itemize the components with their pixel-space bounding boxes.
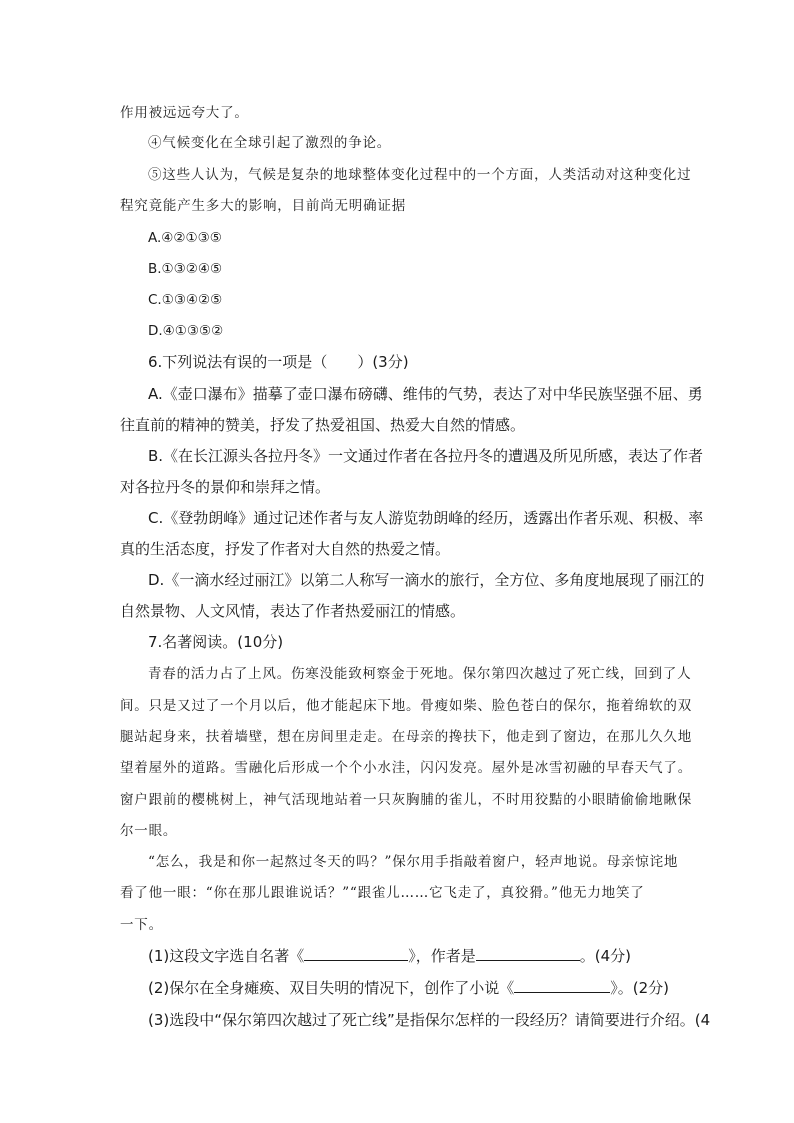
- excerpt-line: 看了他一眼：“你在那儿跟谁说话？”“跟雀儿……它飞走了，真狡猾。”他无力地笑了: [120, 885, 645, 901]
- sub-question-1: [148, 946, 631, 966]
- book-title-blank[interactable]: [304, 946, 408, 961]
- excerpt-line: 青春的活力占了上风。伤寒没能致柯察金于死地。保尔第四次越过了死亡线，回到了人: [148, 666, 692, 682]
- sub-question-1-text: (1)这段文字选自名著《: [148, 947, 305, 965]
- q6-option-c: C.《登勃朗峰》通过记述作者与友人游览勃朗峰的经历，透露出作者乐观、积极、率: [148, 509, 704, 527]
- novel-title-blank[interactable]: [514, 978, 610, 993]
- sub-question-2: [148, 978, 669, 998]
- q6-option-b-cont: 对各拉丹冬的景仰和崇拜之情。: [120, 478, 331, 496]
- author-blank[interactable]: [476, 946, 580, 961]
- excerpt-line: 望着屋外的道路。雪融化后形成一个个小水洼，闪闪发亮。屋外是冰雪初融的早春天气了。: [120, 760, 692, 776]
- sentence-5-cont: 程究竟能产生多大的影响，目前尚无明确证据: [120, 198, 406, 214]
- sub-question-1-text: 》，作者是: [408, 947, 476, 965]
- excerpt-line: 窗户跟前的樱桃树上，神气活现地站着一只灰胸脯的雀儿，不时用狡黠的小眼睛偷偷地瞅保: [120, 792, 692, 808]
- q6-option-c-cont: 真的生活态度，抒发了作者对大自然的热爱之情。: [120, 540, 451, 558]
- q6-option-b: B.《在长江源头各拉丹冬》一文通过作者在各拉丹冬的遭遇及所见所感，表达了作者: [148, 447, 704, 465]
- sub-question-2-text: (2)保尔在全身瘫痪、双目失明的情况下，创作了小说《: [148, 979, 515, 997]
- excerpt-line: 间。只是又过了一个月以后，他才能起床下地。骨瘦如柴、脸色苍白的保尔，拖着绵软的双: [120, 698, 692, 714]
- option-d: D.④①③⑤②: [148, 323, 224, 339]
- excerpt-line: “怎么，我是和你一起熬过冬天的吗？”保尔用手指敲着窗户，轻声地说。母亲惊诧地: [148, 854, 679, 870]
- q6-option-d-cont: 自然景物、人文风情，表达了作者热爱丽江的情感。: [120, 602, 466, 620]
- option-a: A.④②①③⑤: [148, 230, 222, 246]
- sentence-4: ④气候变化在全球引起了激烈的争论。: [148, 135, 392, 151]
- q6-option-a-cont: 往直前的精神的赞美，抒发了热爱祖国、热爱大自然的情感。: [120, 416, 526, 434]
- q6-option-d: D.《一滴水经过丽江》以第二人称写一滴水的旅行，全方位、多角度地展现了丽江的: [148, 571, 705, 589]
- sub-question-2-text: 》。(2分): [610, 979, 669, 997]
- excerpt-line: 腿站起身来，扶着墙壁，想在房间里走走。在母亲的搀扶下，他走到了窗边，在那儿久久地: [120, 729, 692, 745]
- sentence-5: ⑤这些人认为，气候是复杂的地球整体变化过程中的一个方面，人类活动对这种变化过: [148, 167, 692, 183]
- sub-question-1-text: 。(4分): [579, 947, 632, 965]
- q6-option-a: A.《壶口瀑布》描摹了壶口瀑布磅礴、维伟的气势，表达了对中华民族坚强不屈、勇: [148, 385, 703, 403]
- excerpt-line: 尔一眼。: [120, 823, 178, 839]
- option-b: B.①③②④⑤: [148, 261, 223, 277]
- option-c: C.①③④②⑤: [148, 292, 223, 308]
- passage-line: 作用被远远夸大了。: [120, 105, 249, 121]
- sub-question-3: (3)选段中“保尔第四次越过了死亡线”是指保尔怎样的一段经历？请简要进行介绍。(4: [148, 1011, 711, 1029]
- question-6: 6.下列说法有误的一项是（ ）(3分): [148, 353, 409, 371]
- excerpt-line: 一下。: [120, 917, 163, 933]
- question-7: 7.名著阅读。(10分): [148, 633, 284, 651]
